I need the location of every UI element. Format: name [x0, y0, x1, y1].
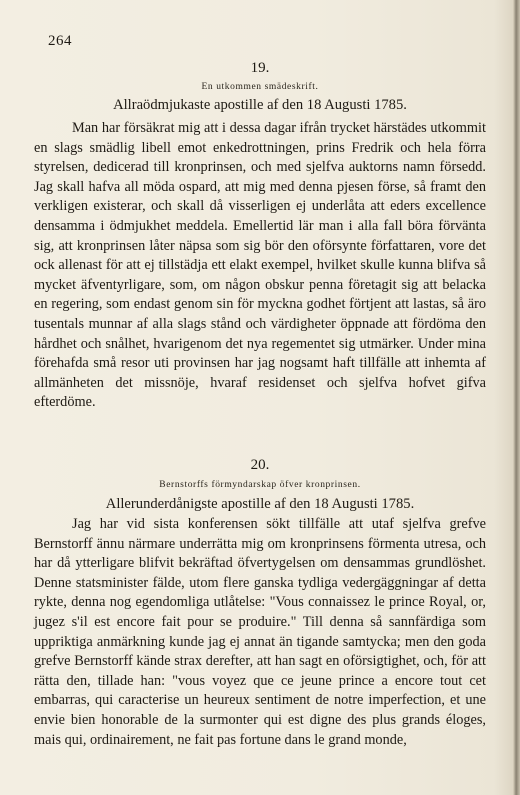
page-edge: [513, 0, 520, 795]
letter-body: [34, 515, 486, 750]
letter-caption: En utkommen smädeskrift.: [201, 82, 319, 92]
letter-number: 19.: [250, 60, 270, 76]
letter-number: 20.: [250, 457, 270, 473]
letter-header: Allerunderdånigste apostille af den 18 Augusti 1785.: [105, 496, 415, 512]
letter-paragraph: Man har försäkrat mig att i dessa dagar ifrån trycket härstädes utkommit en slags smädlig libell emot enkedrottningen, prins Fredrik och hela förra styrelsen, dedicerad till kronprinsen, och med sjelfva auktorns namn försedd. Jag skall hafva all möda ospard, att mig med denna pjesen förse, så framt den verkligen existerar, och skall då visserligen ej underlåta att eders excellence densamma i ödmjukhet meddela. Emellertid lär man i alla fall böra förvänta sig, att kronprinsen låter näpsa som sig bör den oförsynte författaren, vore det ock allenast för att ej tillstädja ett elakt exempel, hvilket skulle kunna blifva så mycket äfventyrligare, som, om någon obskur penna företagit sig att belacka en regering, som endast genom sin för myckna godhet förtjent att lastas, så äro tusentals munnar af alla slags stånd och värdigheter öppnade att fördöma den hårdhet och snålhet, hvarigenom det nya regementet sig utmärker. Under mina förehafda små resor uti provinsen har jag nogsamt haft tillfälle att inhemta af allmänheten det missnöje, hvaraf residenset och sjelfva hofvet gifva efterdöme.: [34, 120, 486, 411]
letter-body: [34, 119, 486, 413]
page-number: 264: [48, 33, 72, 49]
letter-header: Allraödmjukaste apostille af den 18 Augusti 1785.: [113, 97, 407, 113]
letter-caption: Bernstorffs förmyndarskap öfver kronprinsen.: [159, 480, 361, 490]
letter-paragraph: Jag har vid sista konferensen sökt tillfälle att utaf sjelfva grefve Bernstorff ännu närmare underrätta mig om kronprinsens förmenta utresa, och har då ytterligare blifvit bekräftad öfvertygelsen om densammas grundlöshet. Denne statsminister fälde, utom flere ganska tydliga vedergäggningar af detta rykte, denna nog egendomliga utlåtelse: "Vous connaissez le prince Royal, or, jugez s'il est encore fait pour se produire." Till denna så sannfärdiga som uppriktiga anmärkning kunde jag ej annat än tigande samtycka; men den goda grefve Bernstorff kände strax derefter, att han sagt en oförsigtighet, och, för att rätta den, tillade han: "vous voyez que ce jeune prince a encore tout cet embarras, qui caracterise un heureux sentiment de notre imperfection, et une envie bien honorable de la surmonter qui est digne des plus grands éloges, mais qui, ordinairement, ne fait pas fortune dans le grand monde,: [34, 516, 486, 748]
